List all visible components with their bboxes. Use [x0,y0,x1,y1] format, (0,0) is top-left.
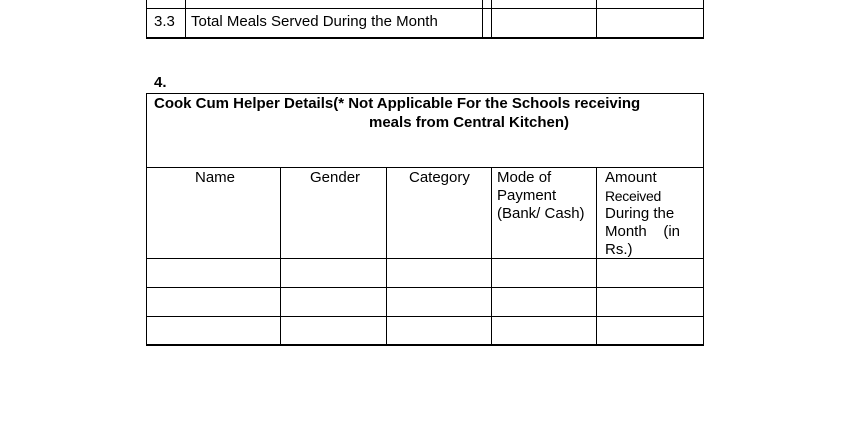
row-number: 3.3 [154,13,175,30]
top-table-line [146,37,704,39]
table-cell-name[interactable] [147,317,280,344]
table-cell-amount[interactable] [597,317,703,344]
section-title-line2: meals from Central Kitchen) [369,114,570,131]
table-cell-gender[interactable] [281,288,386,316]
table-line [703,93,704,346]
table-cell-gender[interactable] [281,259,386,287]
table-cell-mode[interactable] [492,259,596,287]
table-cell-amount[interactable] [597,288,703,316]
header-mode-line2: Payment [497,187,557,204]
section-number: 4. [154,74,167,91]
row-label: Total Meals Served During the Month [191,13,438,30]
table-cell-name[interactable] [147,259,280,287]
header-gender: Gender [310,169,361,186]
top-table-line [703,0,704,39]
meals-value-cell-2[interactable] [597,9,703,37]
header-category: Category [409,169,470,186]
table-cell-mode[interactable] [492,288,596,316]
table-cell-category[interactable] [387,288,491,316]
section-title-line1: Cook Cum Helper Details(* Not Applicable For the Schools receiving [154,95,641,112]
header-mode-line3: (Bank/ Cash) [497,205,585,222]
top-table-line [482,0,483,39]
top-table-line [185,0,186,39]
header-amount-line5: Rs.) [605,241,633,258]
header-amount-line3: During the [605,205,675,222]
table-cell-name[interactable] [147,288,280,316]
top-table-line [146,0,147,39]
table-cell-mode[interactable] [492,317,596,344]
table-cell-category[interactable] [387,317,491,344]
table-line [146,344,704,346]
header-amount-line1: Amount [605,169,657,186]
table-line [146,93,704,94]
header-amount-line2: Received [605,188,661,204]
meals-value-cell-1[interactable] [492,9,596,37]
table-line [146,167,704,168]
header-mode-line1: Mode of [497,169,552,186]
table-cell-gender[interactable] [281,317,386,344]
header-amount-line4: Month (in [605,223,681,240]
table-cell-category[interactable] [387,259,491,287]
table-cell-amount[interactable] [597,259,703,287]
header-name: Name [195,169,236,186]
